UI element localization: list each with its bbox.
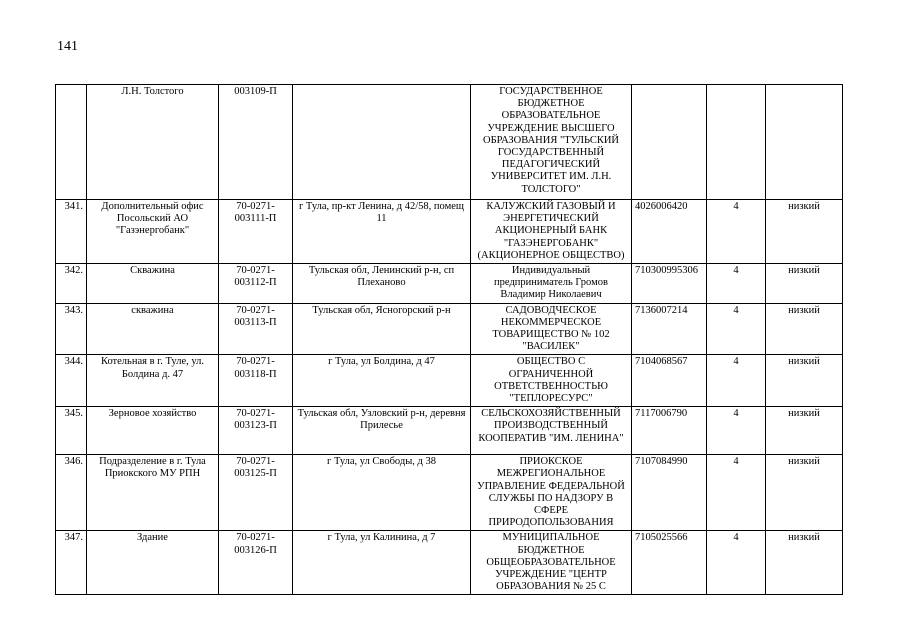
owner-inn: 7117006790 — [632, 407, 707, 455]
registry-table — [55, 84, 843, 595]
object-name: Котельная в г. Туле, ул. Болдина д. 47 — [87, 355, 219, 407]
object-address: Тульская обл, Ленинский р-н, сп Плехановo — [293, 264, 471, 304]
object-name: Скважина — [87, 264, 219, 304]
owner-name: ГОСУДАРСТВЕННОЕ БЮДЖЕТНОЕ ОБРАЗОВАТЕЛЬНОЕ УЧРЕЖДЕНИЕ ВЫСШЕГО ОБРАЗОВАНИЯ "ТУЛЬСКИЙ ГОСУДАРСТВЕННЫЙ ПЕДАГОГИЧЕСКИЙ УНИВЕРСИТЕТ ИМ. Л.Н. ТОЛСТОГО" — [471, 85, 632, 200]
table-row — [56, 531, 843, 595]
row-number: 343. — [56, 303, 87, 355]
owner-inn: 7105025566 — [632, 531, 707, 595]
object-code: 70-0271-003113-П — [219, 303, 293, 355]
owner-inn: 7136007214 — [632, 303, 707, 355]
table-row — [56, 355, 843, 407]
object-category: 4 — [707, 264, 766, 304]
object-category: 4 — [707, 531, 766, 595]
table-row — [56, 200, 843, 264]
row-number: 345. — [56, 407, 87, 455]
object-code: 70-0271-003123-П — [219, 407, 293, 455]
owner-inn — [632, 85, 707, 200]
object-code: 003109-П — [219, 85, 293, 200]
object-code: 70-0271-003111-П — [219, 200, 293, 264]
object-category: 4 — [707, 303, 766, 355]
row-number: 347. — [56, 531, 87, 595]
object-name: Дополнительный офис Посольский АО "Газэнергобанк" — [87, 200, 219, 264]
owner-name: Индивидуальный предприниматель Громов Владимир Николаевич — [471, 264, 632, 304]
table-row — [56, 303, 843, 355]
object-category — [707, 85, 766, 200]
object-category: 4 — [707, 407, 766, 455]
table-row — [56, 455, 843, 531]
owner-inn: 7107084990 — [632, 455, 707, 531]
object-category: 4 — [707, 355, 766, 407]
risk-level: низкий — [766, 355, 843, 407]
object-code: 70-0271-003125-П — [219, 455, 293, 531]
object-code: 70-0271-003112-П — [219, 264, 293, 304]
object-name: Подразделение в г. Тула Приокского МУ РПН — [87, 455, 219, 531]
row-number: 346. — [56, 455, 87, 531]
page-number: 141 — [57, 39, 78, 54]
risk-level: низкий — [766, 264, 843, 304]
owner-name: МУНИЦИПАЛЬНОЕ БЮДЖЕТНОЕ ОБЩЕОБРАЗОВАТЕЛЬНОЕ УЧРЕЖДЕНИЕ "ЦЕНТР ОБРАЗОВАНИЯ № 25 С — [471, 531, 632, 595]
owner-name: КАЛУЖСКИЙ ГАЗОВЫЙ И ЭНЕРГЕТИЧЕСКИЙ АКЦИОНЕРНЫЙ БАНК "ГАЗЭНЕРГОБАНК" (АКЦИОНЕРНОЕ ОБЩЕСТВО) — [471, 200, 632, 264]
object-code: 70-0271-003118-П — [219, 355, 293, 407]
risk-level: низкий — [766, 303, 843, 355]
row-number: 344. — [56, 355, 87, 407]
owner-name: САДОВОДЧЕСКОЕ НЕКОММЕРЧЕСКОЕ ТОВАРИЩЕСТВО № 102 "ВАСИЛЕК" — [471, 303, 632, 355]
object-name: скважина — [87, 303, 219, 355]
object-address: Тульская обл, Ясногорский р-н — [293, 303, 471, 355]
risk-level: низкий — [766, 407, 843, 455]
row-number: 342. — [56, 264, 87, 304]
risk-level: низкий — [766, 200, 843, 264]
owner-inn: 7104068567 — [632, 355, 707, 407]
risk-level — [766, 85, 843, 200]
owner-name: ПРИОКСКОЕ МЕЖРЕГИОНАЛЬНОЕ УПРАВЛЕНИЕ ФЕДЕРАЛЬНОЙ СЛУЖБЫ ПО НАДЗОРУ В СФЕРЕ ПРИРОДОПОЛЬЗОВАНИЯ — [471, 455, 632, 531]
table-row — [56, 264, 843, 304]
object-code: 70-0271-003126-П — [219, 531, 293, 595]
object-name: Зерновое хозяйство — [87, 407, 219, 455]
owner-inn: 4026006420 — [632, 200, 707, 264]
owner-name: ОБЩЕСТВО С ОГРАНИЧЕННОЙ ОТВЕТСТВЕННОСТЬЮ "ТЕПЛОРЕСУРС" — [471, 355, 632, 407]
object-address: Тульская обл, Узловский р-н, деревня Прилесье — [293, 407, 471, 455]
object-address: г Тула, ул Болдина, д 47 — [293, 355, 471, 407]
row-number — [56, 85, 87, 200]
object-address: г Тула, пр-кт Ленина, д 42/58, помещ 11 — [293, 200, 471, 264]
object-name: Л.Н. Толстого — [87, 85, 219, 200]
object-category: 4 — [707, 455, 766, 531]
owner-name: СЕЛЬСКОХОЗЯЙСТВЕННЫЙ ПРОИЗВОДСТВЕННЫЙ КООПЕРАТИВ "ИМ. ЛЕНИНА" — [471, 407, 632, 455]
owner-inn: 710300995306 — [632, 264, 707, 304]
row-number: 341. — [56, 200, 87, 264]
risk-level: низкий — [766, 455, 843, 531]
risk-level: низкий — [766, 531, 843, 595]
object-address: г Тула, ул Калинина, д 7 — [293, 531, 471, 595]
object-address: г Тула, ул Свободы, д 38 — [293, 455, 471, 531]
object-name: Здание — [87, 531, 219, 595]
table-row — [56, 85, 843, 200]
object-address — [293, 85, 471, 200]
table-row — [56, 407, 843, 455]
object-category: 4 — [707, 200, 766, 264]
